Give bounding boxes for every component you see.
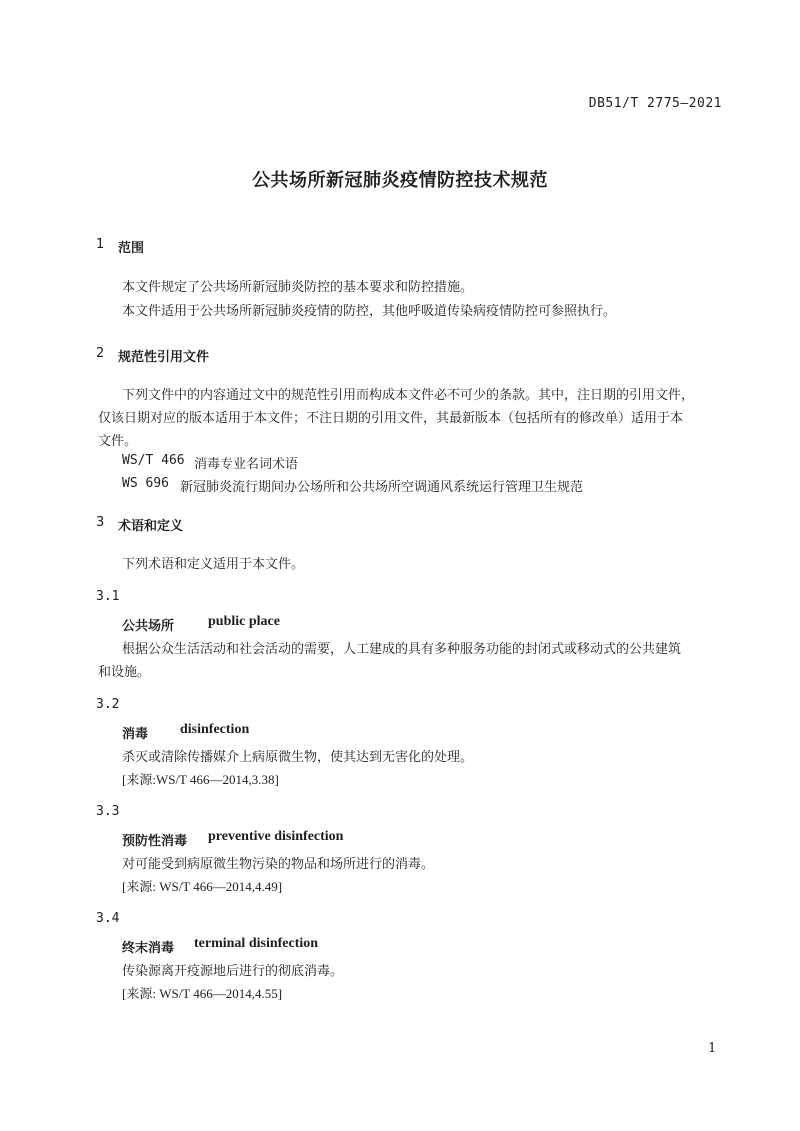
- term-english: preventive disinfection: [208, 829, 344, 844]
- section-number: 3: [96, 515, 105, 530]
- term-english: disinfection: [180, 722, 250, 737]
- reference-title: 新冠肺炎流行期间办公场所和公共场所空调通风系统运行管理卫生规范: [180, 480, 584, 495]
- term-english: public place: [208, 614, 280, 629]
- section-number: 1: [96, 237, 105, 252]
- definition-line: 对可能受到病原微生物污染的物品和场所进行的消毒。: [122, 857, 435, 872]
- paragraph-line: 下列文件中的内容通过文中的规范性引用而构成本文件必不可少的条款。其中，注日期的引用文件，: [122, 388, 695, 403]
- section-heading: 术语和定义: [118, 519, 184, 534]
- reference-code: WS/T 466: [122, 453, 185, 468]
- term-chinese: 预防性消毒: [122, 834, 188, 849]
- page-number: 1: [708, 1041, 717, 1056]
- clause-number: 3.1: [96, 589, 120, 604]
- term-chinese: 公共场所: [122, 619, 175, 634]
- section-heading: 规范性引用文件: [118, 350, 210, 365]
- definition-line: 传染源离开疫源地后进行的彻底消毒。: [122, 964, 344, 979]
- paragraph-line: 文件。: [98, 434, 138, 449]
- definition-line: 和设施。: [98, 665, 151, 680]
- paragraph-line: 仅该日期对应的版本适用于本文件；不注日期的引用文件，其最新版本（包括所有的修改单）适用于本: [98, 411, 684, 426]
- definition-line: 根据公众生活活动和社会活动的需要，人工建成的具有多种服务功能的封闭式或移动式的公共建筑: [122, 642, 682, 657]
- definition-line: 杀灭或清除传播媒介上病原微生物，使其达到无害化的处理。: [122, 750, 474, 765]
- term-chinese: 终末消毒: [122, 941, 175, 956]
- term-english: terminal disinfection: [194, 936, 319, 951]
- document-title: 公共场所新冠肺炎疫情防控技术规范: [252, 170, 548, 191]
- reference-title: 消毒专业名词术语: [194, 457, 299, 472]
- paragraph: 本文件适用于公共场所新冠肺炎疫情的防控，其他呼吸道传染病疫情防控可参照执行。: [122, 304, 617, 319]
- section-number: 2: [96, 346, 105, 361]
- paragraph: 下列术语和定义适用于本文件。: [122, 557, 305, 572]
- section-heading: 范围: [118, 241, 145, 256]
- clause-number: 3.4: [96, 911, 120, 926]
- source-citation: [来源: WS/T 466—2014,4.55]: [122, 986, 283, 1001]
- reference-code: WS 696: [122, 476, 169, 491]
- source-citation: [来源: WS/T 466—2014,4.49]: [122, 879, 283, 894]
- clause-number: 3.2: [96, 697, 120, 712]
- standard-number: DB51/T 2775—2021: [588, 96, 722, 111]
- paragraph: 本文件规定了公共场所新冠肺炎防控的基本要求和防控措施。: [122, 280, 474, 295]
- clause-number: 3.3: [96, 804, 120, 819]
- source-citation: [来源:WS/T 466—2014,3.38]: [122, 772, 279, 787]
- term-chinese: 消毒: [122, 727, 149, 742]
